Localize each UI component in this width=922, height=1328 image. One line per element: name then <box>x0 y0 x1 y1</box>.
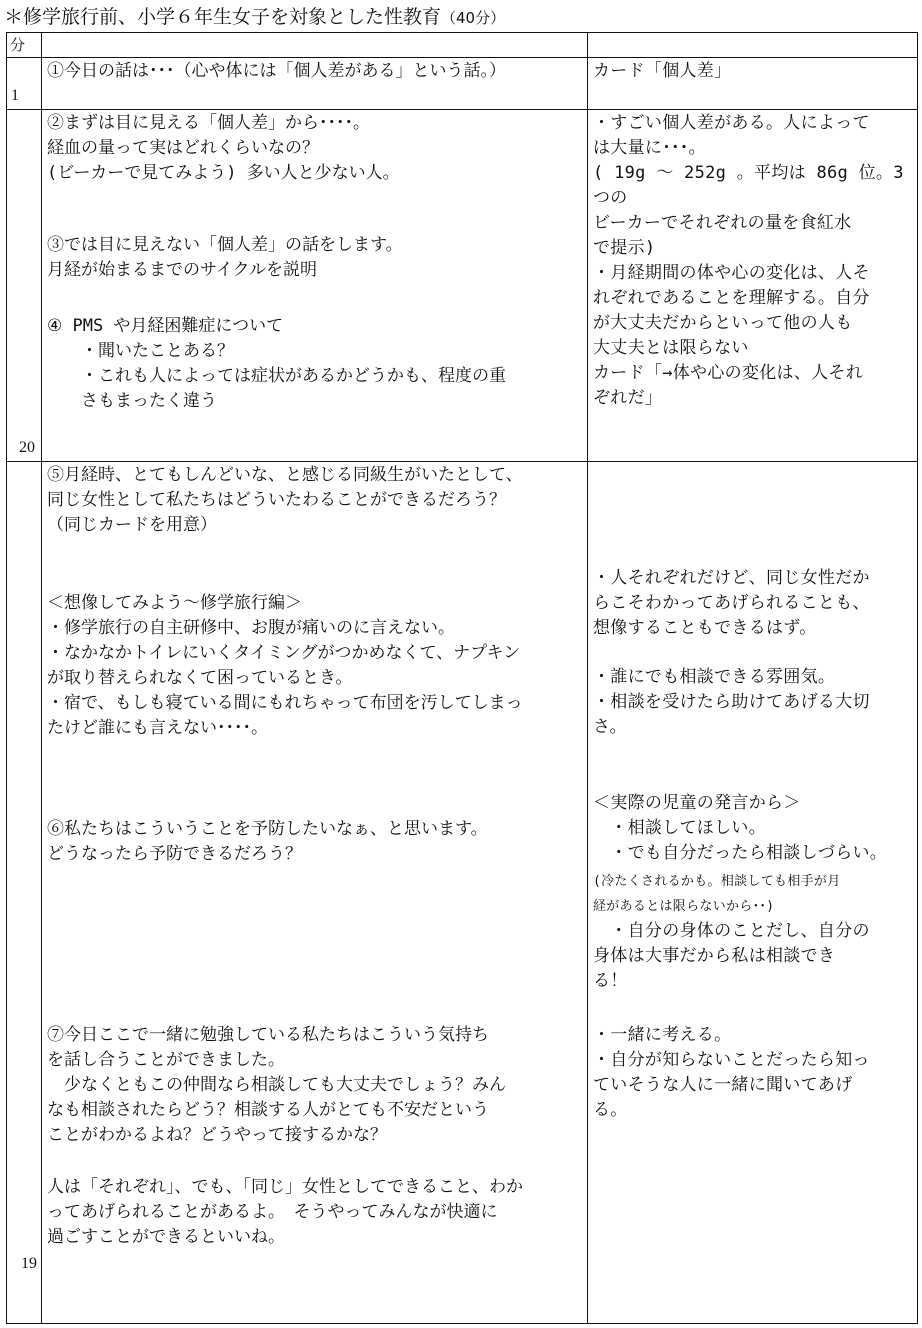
document-title <box>4 4 505 30</box>
row3-note-6: ・一緒に考える。 ・自分が知らないことだったら知っ ていそうな人に一緒に聞いてあげ る。 <box>593 1025 870 1120</box>
row3-content-3: ⑥私たちはこういうことを予防したいなぁ、と思います。 どうなったら予防できるだろう？ <box>47 819 488 864</box>
row1-content-1: ①今日の話は･･･（心や体には「個人差がある」という話。） <box>47 61 506 81</box>
row-divider-1 <box>7 109 917 110</box>
row2-note-1: ・すごい個人差がある。人によって は大量に･･･。 ( 19g ～ 252g 。平均は 86g 位。3つの ビーカーでそれぞれの量を食紅水 で提示) <box>593 113 904 258</box>
row3-content-5: 人は「それぞれ」、でも、「同じ」女性としてできること、わか ってあげられることがあるよ。 そうやってみんなが快適に 過ごすことができるといいね。 <box>47 1177 523 1247</box>
title-duration: （40分） <box>441 9 506 27</box>
header-minutes: 分 <box>10 36 26 54</box>
row2-content-1: ②まずは目に見える「個人差」から････。 経血の量って実はどれくらいなの？ (ビーカーで見てみよう) 多い人と少ない人。 <box>47 113 400 183</box>
row3-note-5: ・自分の身体のことだし、自分の 身体は大事だから私は相談でき る！ <box>593 921 870 991</box>
row-minutes: 1 <box>11 87 19 104</box>
row-minutes: 20 <box>19 439 35 456</box>
row-divider-2 <box>7 461 917 462</box>
row3-content-2: ＜想像してみよう～修学旅行編＞ ・修学旅行の自主研修中、お腹が痛いのに言えない。 ・なかなかトイレにいくタイミングがつかめなくて、ナプキン が取り替えられなくて困っているとき。 ・宿で、もしも寝ている間にもれちゃって布団を汚してしまっ たけど誰にも言えない････。 <box>47 593 523 738</box>
title-text: ＊修学旅行前、小学６年生女子を対象とした性教育 <box>4 6 442 28</box>
row3-content-1: ⑤月経時、とてもしんどいな、と感じる同級生がいたとして、 同じ女性として私たちはどういたわることができるだろう？ （同じカードを用意） <box>47 465 523 535</box>
column-divider-minutes <box>41 33 42 1323</box>
row2-content-3: ④ PMS や月経困難症について ・聞いたことある？ ・これも人によっては症状があるかどうかも、程度の重 さもまったく違う <box>47 316 506 411</box>
row-minutes: 19 <box>21 1255 37 1272</box>
row2-content-2: ③では目に見えない「個人差」の話をします。 月経が始まるまでのサイクルを説明 <box>47 235 403 280</box>
row3-note-1: ・人それぞれだけど、同じ女性だか らこそわかってあげられることも、 想像することもできるはず。 <box>593 568 870 638</box>
row3-note-4: (冷たくされるかも。相談しても相手が月 経があるとは限らないから･･) <box>593 874 841 914</box>
row1-note-1: カード「個人差」 <box>593 61 732 81</box>
row3-note-3: ＜実際の児童の発言から＞ ・相談してほしい。 ・でも自分だったら相談しづらい。 <box>593 793 888 863</box>
row3-content-4: ⑦今日ここで一緒に勉強している私たちはこういう気持ち を話し合うことができました。 少なくともこの仲間なら相談しても大丈夫でしょう？みん なも相談されたらどう？相談する人がとても不安だという ことがわかるよね？どうやって接するかな？ <box>47 1025 506 1145</box>
lesson-plan-table <box>6 32 918 1324</box>
row-divider-header <box>7 57 917 58</box>
row2-note-2: ・月経期間の体や心の変化は、人そ れぞれであることを理解する。自分 が大丈夫だからといって他の人も 大丈夫とは限らない カード「→体や心の変化は、人それ ぞれだ」 <box>593 263 870 408</box>
row3-note-2: ・誰にでも相談できる雰囲気。 ・相談を受けたら助けてあげる大切 さ。 <box>593 667 870 737</box>
